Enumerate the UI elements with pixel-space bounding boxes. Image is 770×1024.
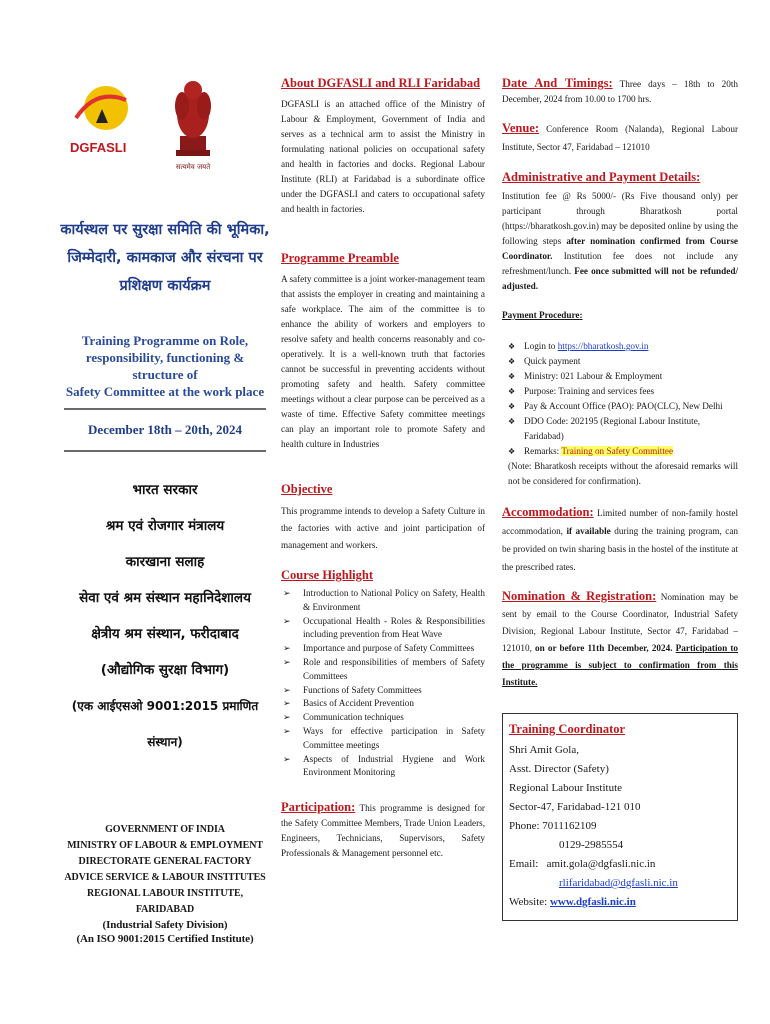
diamond-bullet-icon: ❖ bbox=[508, 357, 516, 366]
hindi-org-line: (औद्योगिक सुरक्षा विभाग) bbox=[100, 662, 230, 678]
section-heading: Course Highlight bbox=[281, 568, 374, 582]
coordinator-line: Asst. Director (Safety) bbox=[509, 763, 609, 775]
payment-heading: Payment Procedure: bbox=[502, 310, 583, 320]
arrow-bullet-icon: ➢ bbox=[283, 725, 291, 736]
email-link[interactable]: rlifaridabad@dgfasli.nic.in bbox=[559, 877, 678, 889]
hindi-title-line: जिम्मेदारी, कामकाज और संरचना पर bbox=[67, 250, 263, 266]
hindi-organisation-block bbox=[60, 472, 270, 760]
divider bbox=[64, 408, 266, 410]
list-item: ❖ Ministry: 021 Labour & Employment bbox=[508, 369, 738, 384]
logo-row bbox=[60, 66, 270, 178]
programme-dates: December 18th – 20th, 2024 bbox=[88, 422, 242, 437]
section-heading: Administrative and Payment Details: bbox=[502, 170, 701, 184]
about-section bbox=[281, 76, 485, 217]
list-item: ➢ Basics of Accident Prevention bbox=[281, 697, 485, 711]
list-item: ❖ Remarks: Training on Safety Committee bbox=[508, 444, 738, 459]
coordinator-line: Sector-47, Faridabad-121 010 bbox=[509, 801, 641, 813]
section-heading: Participation: bbox=[281, 800, 356, 815]
national-emblem bbox=[160, 66, 226, 174]
english-title-line: Training Programme on Role, bbox=[81, 333, 249, 348]
english-org-line: REGIONAL LABOUR INSTITUTE, FARIDABAD bbox=[86, 888, 244, 915]
course-highlight-section bbox=[281, 568, 485, 780]
list-item: ➢ Introduction to National Policy on Safety, Health & Environment bbox=[283, 588, 485, 612]
coordinator-line: Shri Amit Gola, bbox=[509, 744, 579, 756]
nomination: Nomination & Registration: Nomination may be sent by email to the Course Coordinator, Industrial Safety Division, Regional Labour Institute, Sector 47, Faridabad – 121010, on or before 11th December, 2024. Participation to the programme is subject to confirmation from this Institute. bbox=[502, 589, 738, 687]
venue: Venue: Conference Room (Nalanda), Regional Labour Institute, Sector 47, Faridabad – 121010 bbox=[502, 121, 739, 152]
english-title-line: responsibility, functioning & structure of bbox=[85, 350, 245, 382]
list-item: ➢ Functions of Safety Committees bbox=[281, 684, 485, 698]
training-coordinator-box bbox=[502, 713, 738, 921]
arrow-bullet-icon: ➢ bbox=[283, 712, 291, 723]
coordinator-phone: Phone: 7011162109 bbox=[509, 820, 597, 832]
hindi-org-line: श्रम एवं रोजगार मंत्रालय bbox=[105, 518, 225, 534]
section-heading: Objective bbox=[281, 482, 333, 496]
date-timings: Date And Timings: Three days – 18th to 20th December, 2024 from 10.00 to 1700 hrs. bbox=[502, 76, 738, 104]
admin-section bbox=[502, 170, 738, 294]
english-org-line: (An ISO 9001:2015 Certified Institute) bbox=[76, 933, 254, 945]
coordinator-email-2 bbox=[509, 874, 731, 893]
english-org-line: (Industrial Safety Division) bbox=[102, 919, 228, 931]
english-organisation-block bbox=[60, 822, 270, 946]
section-heading: Accommodation: bbox=[502, 505, 594, 519]
list-item: ❖ Purpose: Training and services fees bbox=[508, 384, 738, 399]
hindi-programme-title bbox=[60, 216, 270, 300]
list-item: ❖ Quick payment bbox=[508, 354, 738, 369]
diamond-bullet-icon: ❖ bbox=[508, 387, 516, 396]
coordinator-line: Regional Labour Institute bbox=[509, 782, 623, 794]
diamond-bullet-icon: ❖ bbox=[508, 447, 516, 456]
bharatkosh-link[interactable]: https://bharatkosh.gov.in bbox=[557, 341, 649, 351]
hindi-org-line: भारत सरकार bbox=[132, 482, 198, 498]
payment-steps bbox=[508, 339, 738, 459]
remarks-highlight: Training on Safety Committee bbox=[561, 446, 674, 456]
section-text: DGFASLI is an attached office of the Ministry of Labour & Employment, Government of India and serves as a technical arm to assist the Ministry in formulating national policies on occupational safety and health in factories and docks. Regional Labour Institute (RLI) at Faridabad is a subordinate office under the DGFASLI and caters to occupational safety and health in factories. bbox=[281, 99, 485, 214]
section-heading: Programme Preamble bbox=[281, 251, 399, 265]
preamble-section bbox=[281, 251, 485, 452]
list-item: ➢ Ways for effective participation in Safety Committee meetings bbox=[283, 725, 485, 750]
hindi-org-line: कारखाना सलाह bbox=[125, 554, 205, 570]
list-item: ➢ Role and responsibilities of members of Safety Committees bbox=[283, 656, 485, 681]
coordinator-email: Email: amit.gola@dgfasli.nic.in bbox=[509, 858, 656, 870]
hindi-title-line: कार्यस्थल पर सुरक्षा समिति की भूमिका, bbox=[60, 222, 270, 238]
arrow-bullet-icon: ➢ bbox=[283, 684, 291, 695]
hindi-org-line: सेवा एवं श्रम संस्थान महानिदेशालय bbox=[79, 590, 251, 606]
section-text: Institution fee @ Rs 5000/- (Rs Five thousand only) per participant through Bharatkosh portal (https://bharatkosh.gov.in) may be deposited online by using the following steps after nomination confirmed from Course Coordinator. Institution fee does not include any refreshment/lunch. Fee once submitted will not be refunded/ adjusted. bbox=[502, 191, 739, 291]
website-link[interactable]: www.dgfasli.nic.in bbox=[549, 896, 636, 908]
coordinator-website: Website: www.dgfasli.nic.in bbox=[509, 896, 636, 908]
english-programme-title bbox=[60, 332, 270, 400]
section-text: Participation: This programme is designed for the Safety Committee Members, Trade Union Leaders, Engineers, Technicians, Supervisors, Safety Professionals & Management personnel etc. bbox=[281, 800, 485, 859]
cover-column bbox=[60, 66, 270, 946]
section-heading: Venue: bbox=[502, 121, 540, 135]
list-item: ❖ Login to https://bharatkosh.gov.in bbox=[508, 339, 738, 354]
list-item: ➢ Communication techniques bbox=[281, 711, 485, 725]
dgfasli-logo bbox=[66, 78, 134, 160]
svg-text:सत्यमेव जयते: सत्यमेव जयते bbox=[175, 163, 211, 171]
diamond-bullet-icon: ❖ bbox=[508, 402, 516, 411]
arrow-bullet-icon: ➢ bbox=[283, 588, 291, 598]
svg-text:DGFASLI: DGFASLI bbox=[70, 140, 127, 155]
section-heading: Training Coordinator bbox=[509, 722, 626, 736]
english-title-line: Safety Committee at the work place bbox=[65, 384, 265, 399]
list-item: ❖ DDO Code: 202195 (Regional Labour Institute, Faridabad) bbox=[508, 416, 701, 441]
english-org-line: DIRECTORATE GENERAL FACTORY bbox=[78, 856, 252, 867]
diamond-bullet-icon: ❖ bbox=[508, 342, 516, 351]
arrow-bullet-icon: ➢ bbox=[283, 698, 291, 709]
objective-section bbox=[281, 482, 485, 554]
list-item: ➢ Importance and purpose of Safety Committees bbox=[281, 642, 485, 656]
diamond-bullet-icon: ❖ bbox=[508, 372, 516, 381]
coordinator-phone-2: 0129-2985554 bbox=[559, 839, 624, 851]
english-org-line: MINISTRY OF LABOUR & EMPLOYMENT bbox=[67, 840, 263, 851]
section-heading: Nomination & Registration: bbox=[502, 589, 657, 603]
arrow-bullet-icon: ➢ bbox=[283, 643, 291, 654]
hindi-title-line: प्रशिक्षण कार्यक्रम bbox=[119, 278, 211, 294]
arrow-bullet-icon: ➢ bbox=[283, 656, 291, 667]
list-item: ➢ Aspects of Industrial Hygiene and Work Environment Monitoring bbox=[283, 753, 485, 778]
section-heading: About DGFASLI and RLI Faridabad bbox=[281, 76, 481, 90]
divider bbox=[64, 450, 266, 452]
english-org-line: GOVERNMENT OF INDIA bbox=[105, 824, 225, 835]
section-text: This programme intends to develop a Safety Culture in the factories with active and joint participation of management and workers. bbox=[281, 506, 485, 550]
hindi-org-line: (एक आईएसओ 9001:2015 प्रमाणित संस्थान) bbox=[71, 699, 259, 749]
section-text: A safety committee is a joint worker-management team that assists the employer in creating and maintaining a safe workplace. The aim of the committee is to enhance the ability of workers and employers to resolve safety and health concerns reasonably and co-operatively. It is a well-known truth that factories cannot be successful in preventing accidents without promoting safety and health. Safety committee meetings without a clear purpose can be perceived as a waste of time. Effective Safety committee meetings can play an important role to promote Safety and health culture in Industries bbox=[281, 274, 485, 449]
payment-note: (Note: Bharatkosh receipts without the aforesaid remarks will not be considered for confirmation). bbox=[508, 461, 738, 486]
payment-section bbox=[502, 308, 738, 489]
arrow-bullet-icon: ➢ bbox=[283, 615, 291, 626]
course-list bbox=[281, 587, 485, 780]
hindi-org-line: क्षेत्रीय श्रम संस्थान, फरीदाबाद bbox=[91, 626, 239, 642]
middle-column bbox=[281, 76, 485, 883]
diamond-bullet-icon: ❖ bbox=[508, 417, 516, 426]
arrow-bullet-icon: ➢ bbox=[283, 753, 291, 764]
right-column bbox=[502, 76, 738, 921]
list-item: ❖ Pay & Account Office (PAO): PAO(CLC), New Delhi bbox=[508, 399, 738, 414]
accommodation: Accommodation: Limited number of non-family hostel accommodation, if available during the training program, can be provided on twin sharing basis in the hostel of the institute at the prescribed rates. bbox=[502, 505, 739, 572]
list-item: ➢ Occupational Health - Roles & Responsibilities including prevention from Heat Wave bbox=[283, 615, 485, 640]
section-heading: Date And Timings: bbox=[502, 76, 613, 90]
english-org-line: ADVICE SERVICE & LABOUR INSTITUTES bbox=[64, 872, 266, 883]
participation-section bbox=[281, 800, 485, 861]
